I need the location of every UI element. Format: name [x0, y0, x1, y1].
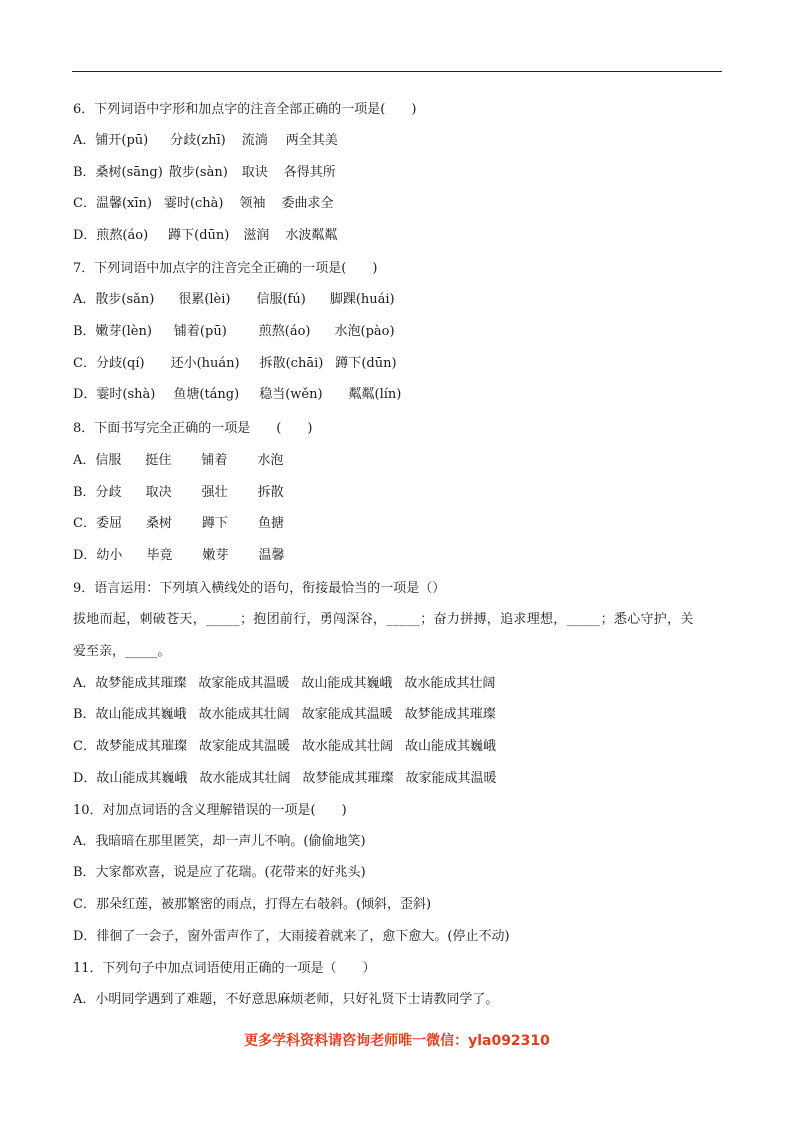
question-7-option-b: B．嫩芽(lèn) 铺着(pū) 煎熬(áo) 水泡(pào) [73, 324, 395, 339]
question-6-option-a: A．铺开(pū) 分歧(zhī) 流淌 两全其美 [73, 133, 338, 148]
question-10-option-a: A．我暗暗在那里匿笑，却一声儿不响。(偷偷地笑) [73, 834, 366, 849]
question-8-option-a: A．信服 挺住 铺着 水泡 [73, 453, 284, 468]
question-8-option-c: C．委屈 桑树 蹲下 鱼搪 [73, 516, 284, 531]
question-9-stem: 9．语言运用：下列填入横线处的语句，衔接最恰当的一项是（） [73, 581, 446, 596]
question-6-stem: 6．下列词语中字形和加点字的注音全部正确的一项是( ) [73, 102, 417, 117]
question-6-option-c: C．温馨(xīn) 霎时(chà) 领袖 委曲求全 [73, 196, 334, 211]
question-7-option-a: A．散步(sǎn) 很累(lèi) 信服(fú) 脚踝(huái) [73, 292, 395, 307]
question-8-stem: 8．下面书写完全正确的一项是 ( ) [73, 421, 313, 436]
question-10-stem: 10．对加点词语的含义理解错误的一项是( ) [73, 803, 347, 818]
question-9-option-d: D．故山能成其巍峨 故水能成其壮阔 故梦能成其璀璨 故家能成其温暖 [73, 771, 497, 786]
question-10-option-d: D．徘徊了一会子，窗外雷声作了，大雨接着就来了，愈下愈大。(停止不动) [73, 929, 510, 944]
question-7-option-c: C．分歧(qí) 还小(huán) 拆散(chāi) 蹲下(dūn) [73, 356, 397, 371]
footer-contact-note: 更多学科资料请咨询老师唯一微信：yla092310 [244, 1033, 550, 1049]
header-rule [72, 71, 722, 72]
question-9-passage-line-2: 爱至亲，_____。 [73, 644, 171, 659]
question-9-option-c: C．故梦能成其璀璨 故家能成其温暖 故水能成其壮阔 故山能成其巍峨 [73, 739, 496, 754]
question-6-option-d: D．煎熬(áo) 蹲下(dūn) 滋润 水波粼粼 [73, 228, 338, 243]
question-7-stem: 7．下列词语中加点字的注音完全正确的一项是( ) [73, 261, 378, 276]
question-8-option-b: B．分歧 取决 强壮 拆散 [73, 485, 284, 500]
question-9-passage-line-1: 拔地而起，刺破苍天，_____；抱团前行，勇闯深谷，_____；奋力拼搏，追求理想，_____；悉心守护，关 [73, 612, 694, 627]
question-9-option-b: B．故山能成其巍峨 故水能成其壮阔 故家能成其温暖 故梦能成其璀璨 [73, 707, 496, 722]
question-6-option-b: B．桑树(sāng) 散步(sàn) 取诀 各得其所 [73, 165, 336, 180]
question-11-option-a: A．小明同学遇到了难题，不好意思麻烦老师，只好礼贤下士请教同学了。 [73, 992, 499, 1007]
question-8-option-d: D．幼小 毕竟 嫩芽 温馨 [73, 548, 285, 563]
question-10-option-c: C．那朵红莲，被那繁密的雨点，打得左右攲斜。(倾斜，歪斜) [73, 897, 432, 912]
question-10-option-b: B．大家都欢喜，说是应了花瑞。(花带来的好兆头) [73, 865, 366, 880]
question-11-stem: 11．下列句子中加点词语使用正确的一项是（ ） [73, 961, 376, 976]
question-9-option-a: A．故梦能成其璀璨 故家能成其温暖 故山能成其巍峨 故水能成其壮阔 [73, 676, 496, 691]
question-7-option-d: D．霎时(shà) 鱼塘(táng) 稳当(wěn) 粼粼(lín) [73, 387, 402, 402]
